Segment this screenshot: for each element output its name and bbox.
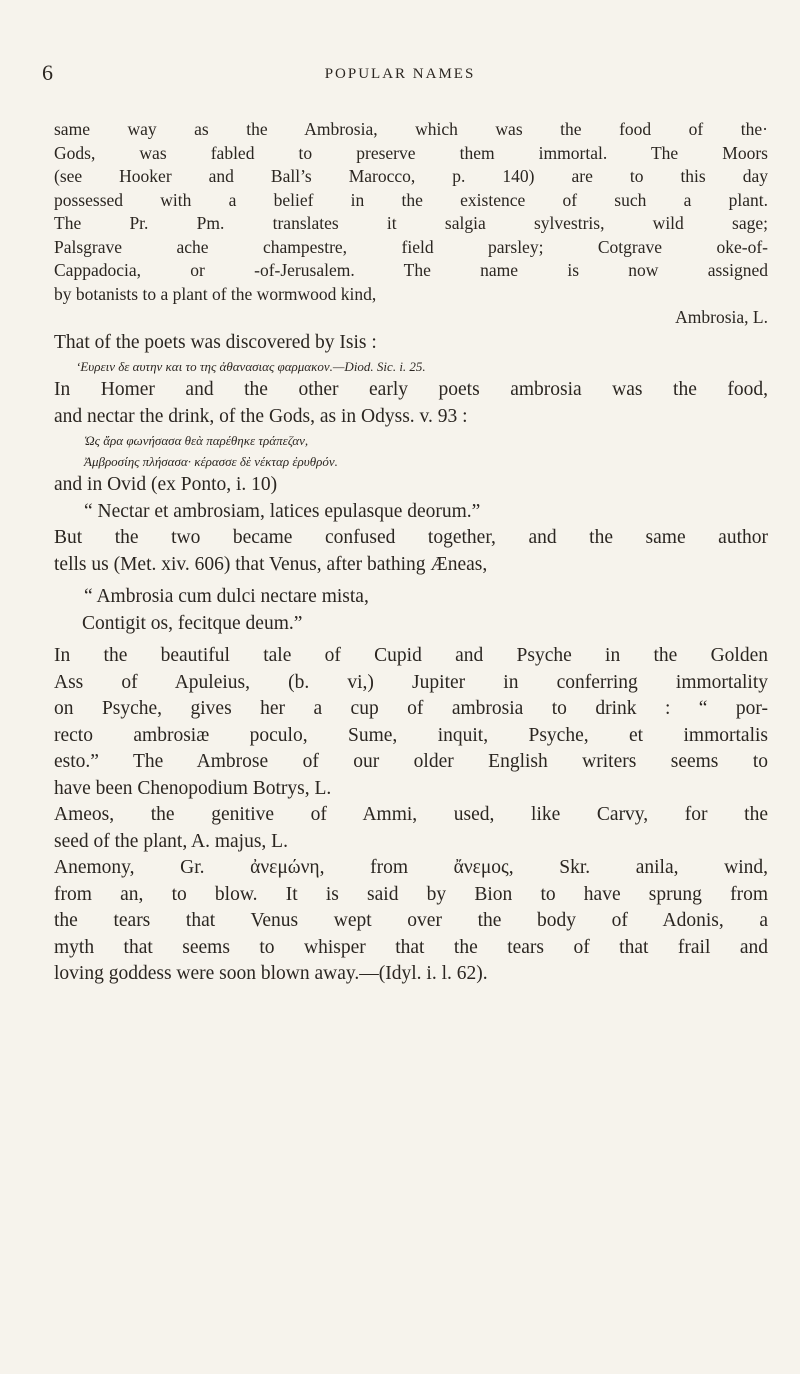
text-line: loving goddess were soon blown away.—(Idyl. i. l. 62).	[54, 963, 488, 984]
greek-quote: Ὡς ἄρα φωνήσασα θεὰ παρέθηκε τράπεζαν,	[84, 433, 309, 448]
text-line: same way as the Ambrosia, which was the food of the·	[54, 119, 768, 139]
text-line: (see Hooker and Ball’s Marocco, p. 140) are to this day	[54, 166, 768, 186]
text-line: the tears that Venus wept over the body of Adonis, a	[54, 910, 768, 931]
text-line: The Pr. Pm. translates it salgia sylvestris, wild sage;	[54, 213, 768, 233]
text-line: Cappadocia, or -of-Jerusalem. The name is now assigned	[54, 260, 768, 280]
body-text	[54, 118, 768, 988]
text-line: Ass of Apuleius, (b. vi,) Jupiter in conferring immortality	[54, 671, 768, 693]
text-line: on Psyche, gives her a cup of ambrosia to drink : “ por-	[54, 698, 768, 719]
text-line: In the beautiful tale of Cupid and Psyche in the Golden	[54, 645, 768, 666]
text-line: by botanists to a plant of the wormwood kind,	[54, 283, 377, 304]
text-line: Gods, was fabled to preserve them immortal. The Moors	[54, 142, 768, 163]
page-header	[0, 60, 800, 90]
text-line: recto ambrosiæ poculo, Sume, inquit, Psyche, et immortalis	[54, 724, 768, 746]
text-line: But the two became confused together, and the same author	[54, 527, 768, 548]
greek-quote: ‘Ευρειν δε αυτην και το της ἀθανασιας φαρμακον.—Diod. Sic. i. 25.	[76, 359, 426, 374]
text-line: have been Chenopodium Botrys, L.	[54, 777, 332, 799]
latin-quote: “ Nectar et ambrosiam, latices epulasque deorum.”	[84, 500, 481, 522]
text-line: Palsgrave ache champestre, field parsley; Cotgrave oke-of-	[54, 236, 768, 257]
text-line: esto.” The Ambrose of our older English writers seems to	[54, 751, 768, 772]
botanical-name: Ambrosia, L.	[675, 307, 768, 327]
text-line: seed of the plant, A. majus, L.	[54, 830, 288, 852]
running-head: POPULAR NAMES	[324, 66, 476, 82]
text-line: possessed with a belief in the existence of such a plant.	[54, 189, 768, 210]
text-line: from an, to blow. It is said by Bion to have sprung from	[54, 883, 768, 905]
latin-quote: Contigit os, fecitque deum.”	[82, 612, 303, 634]
entry-ameos: Ameos, the genitive of Ammi, used, like Carvy, for the	[54, 804, 768, 825]
entry-anemony: Anemony, Gr. ἀνεμώνη, from ἄνεμος, Skr. anila, wind,	[54, 857, 768, 878]
text-line: tells us (Met. xiv. 606) that Venus, after bathing Æneas,	[54, 553, 488, 575]
page-number: 6	[42, 60, 53, 85]
text-line: myth that seems to whisper that the tears of that frail and	[54, 936, 768, 958]
text-line: and in Ovid (ex Ponto, i. 10)	[54, 474, 278, 495]
text-line: That of the poets was discovered by Isis :	[54, 331, 377, 353]
text-line: In Homer and the other early poets ambrosia was the food,	[54, 379, 768, 400]
text-line: and nectar the drink, of the Gods, as in Odyss. v. 93 :	[54, 405, 468, 427]
latin-quote: “ Ambrosia cum dulci nectare mista,	[84, 586, 369, 607]
greek-quote: Ἀμβροσίης πλήσασα· κέρασσε δὲ νέκταρ ἐρυθρόν.	[84, 454, 338, 469]
